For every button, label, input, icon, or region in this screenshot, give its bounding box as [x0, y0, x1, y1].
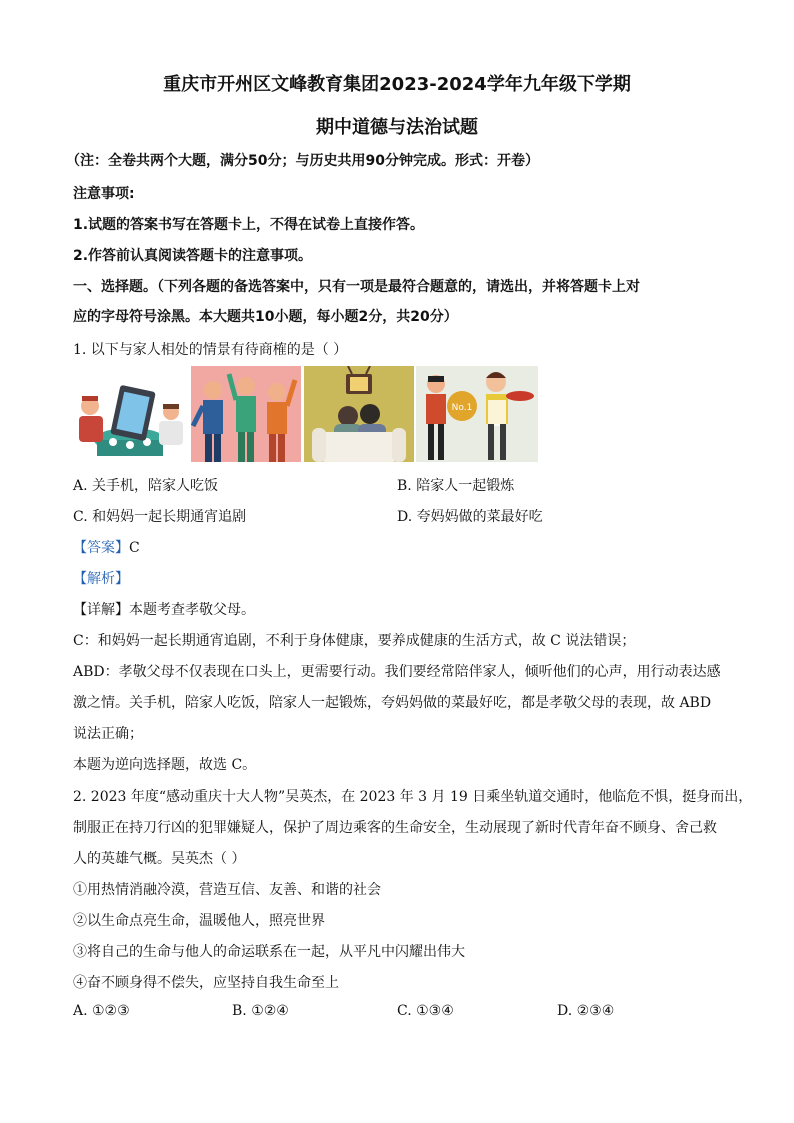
q1-explanation-4: 说法正确； [73, 726, 143, 742]
detail-text: 本题考查孝敬父母。 [129, 602, 255, 618]
q1-image-watching-tv [304, 366, 414, 462]
exam-note: （注：全卷共两个大题，满分50分；与历史共用90分钟完成。形式：开卷） [66, 153, 539, 169]
answer-tag: 【答案】 [73, 540, 129, 556]
q1-option-a: A. 关手机，陪家人吃饭 [73, 478, 219, 494]
q1-option-c: C. 和妈妈一起长期通宵追剧 [73, 509, 247, 525]
q2-statement-3: ③将自己的生命与他人的命运联系在一起，从平凡中闪耀出伟大 [73, 944, 465, 960]
q2-option-c: C. ①③④ [397, 1003, 454, 1019]
q1-option-b: B. 陪家人一起锻炼 [397, 478, 515, 494]
detail-tag: 【详解】 [73, 602, 129, 618]
q1-explanation-3: 激之情。关手机，陪家人吃饭，陪家人一起锻炼，夸妈妈做的菜最好吃，都是孝敬父母的表现，故 ABD [73, 695, 712, 711]
q2-stem-line3: 人的英雄气概。吴英杰（ ） [73, 851, 246, 867]
q1-image-family-exercise [191, 366, 301, 462]
notice-item-1: 1.试题的答案书写在答题卡上，不得在试卷上直接作答。 [73, 217, 425, 233]
q1-option-d: D. 夸妈妈做的菜最好吃 [397, 509, 543, 525]
q1-stem: 1. 以下与家人相处的情景有待商榷的是（ ） [73, 342, 348, 358]
notice-heading: 注意事项: [73, 186, 135, 202]
q1-answer-line [73, 537, 140, 557]
q2-option-a: A. ①②③ [73, 1003, 130, 1019]
trophy-badge-text: No.1 [451, 403, 473, 413]
q2-statement-2: ②以生命点亮生命，温暖他人，照亮世界 [73, 913, 325, 929]
q1-image-praise-mom-dish [416, 366, 538, 462]
exam-title-line2: 期中道德与法治试题 [316, 117, 478, 138]
answer-value: C [129, 540, 140, 556]
q2-option-b: B. ①②④ [232, 1003, 289, 1019]
section-instructions-line1: 一、选择题。（下列各题的备选答案中，只有一项是最符合题意的，请选出，并将答题卡上对 [73, 279, 640, 295]
q2-stem-line1: 2. 2023 年度“感动重庆十大人物”吴英杰，在 2023 年 3 月 19 日乘坐轨道交通时，他临危不惧，挺身而出， [73, 789, 753, 805]
section-instructions-line2: 应的字母符号涂黑。本大题共10小题，每小题2分，共20分） [73, 309, 458, 325]
exam-title-line1: 重庆市开州区文峰教育集团2023-2024学年九年级下学期 [163, 74, 631, 95]
analysis-tag: 【解析】 [73, 571, 129, 587]
notice-item-2: 2.作答前认真阅读答题卡的注意事项。 [73, 248, 313, 264]
q1-image-phones-at-table [73, 366, 187, 462]
q1-analysis-line [73, 568, 129, 588]
q1-explanation-5: 本题为逆向选择题，故选 C。 [73, 757, 257, 773]
q2-option-d: D. ②③④ [557, 1003, 615, 1019]
q1-detail-line [73, 599, 255, 619]
q2-statement-1: ①用热情消融冷漠，营造互信、友善、和谐的社会 [73, 882, 381, 898]
q1-explanation-1: C：和妈妈一起长期通宵追剧，不利于身体健康，要养成健康的生活方式，故 C 说法错误； [73, 633, 636, 649]
q1-explanation-2: ABD：孝敬父母不仅表现在口头上，更需要行动。我们要经常陪伴家人，倾听他们的心声，用行动表达感 [73, 664, 721, 680]
q2-statement-4: ④奋不顾身得不偿失，应坚持自我生命至上 [73, 975, 339, 991]
q2-stem-line2: 制服正在持刀行凶的犯罪嫌疑人，保护了周边乘客的生命安全，生动展现了新时代青年奋不顾身、舍己救 [73, 820, 717, 836]
